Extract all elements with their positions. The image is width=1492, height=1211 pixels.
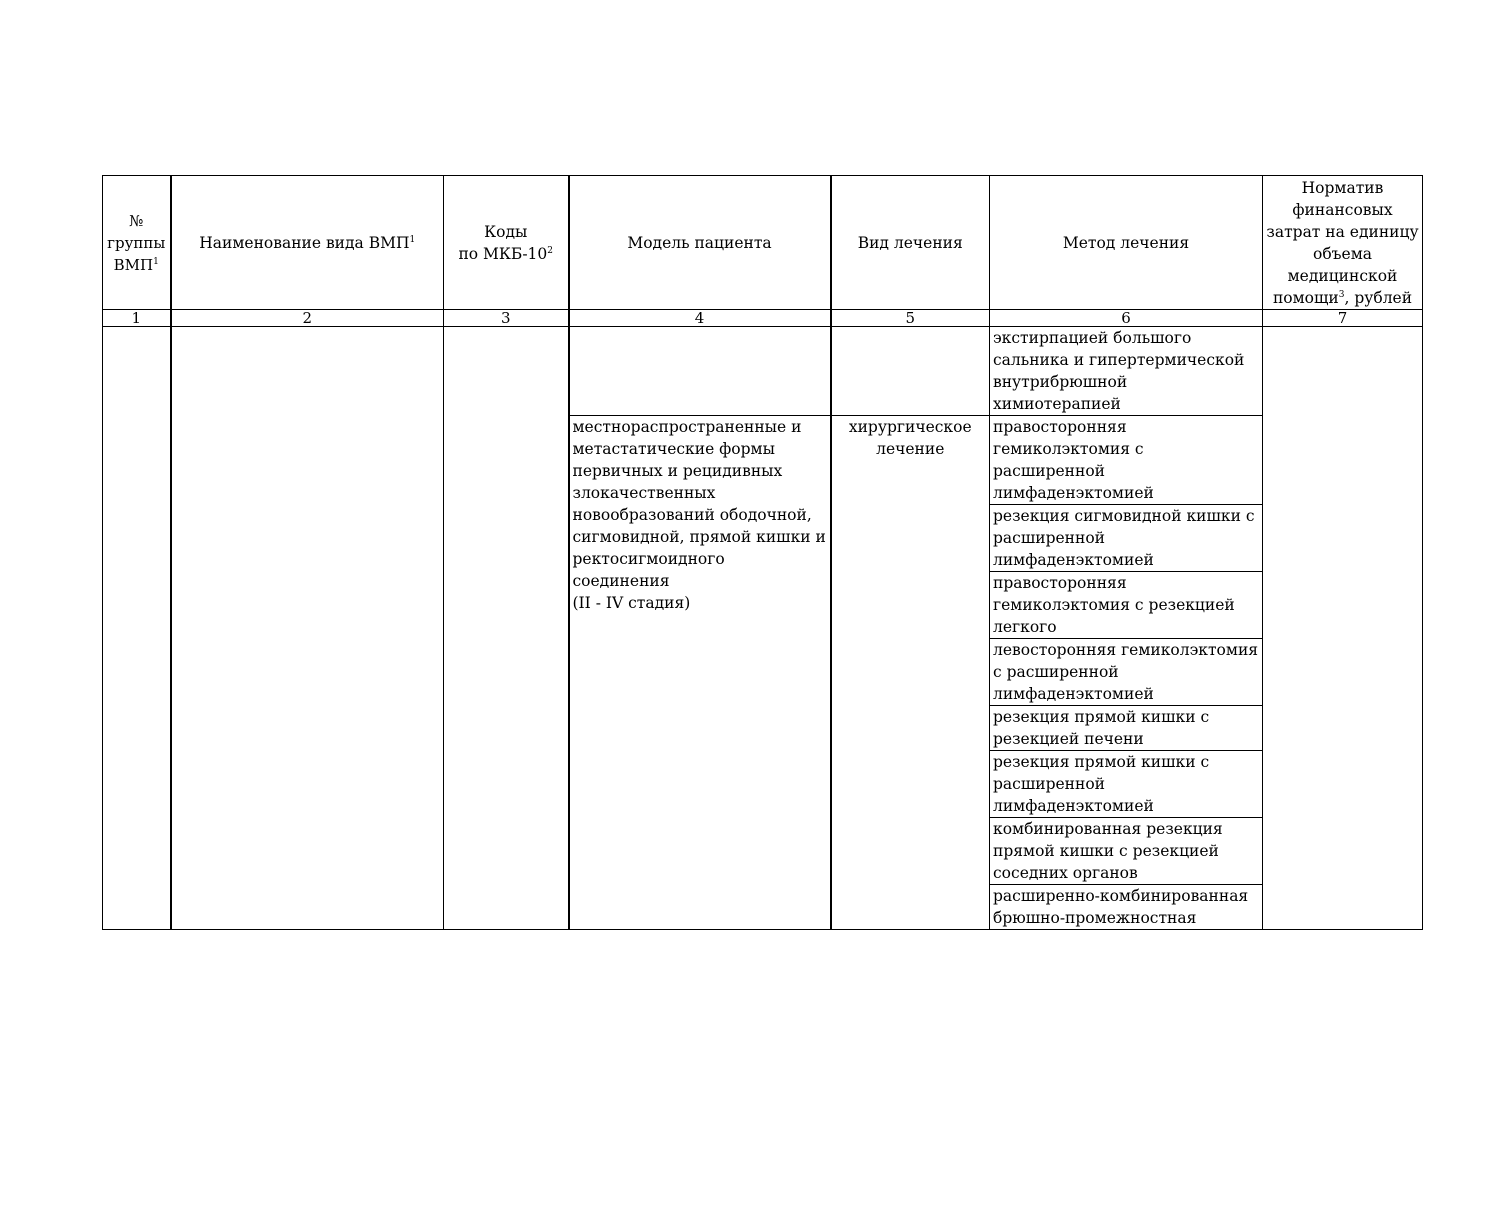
treatment-type-cell-prev [831,327,990,416]
patient-model-cell: местнораспространенные и метастатические формы первичных и рецидивных злокачественных новообразований ободочной, сигмовидной, прямой кишки и ректосигмоидного соединения (II - IV стадия) [569,416,831,930]
column-number: 3 [444,310,569,327]
medical-care-table [102,175,1423,930]
column-number-row [103,310,1423,327]
header-treatment-type: Вид лечения [831,176,990,310]
column-number: 5 [831,310,990,327]
method-cell: правосторонняя гемиколэктомия с расширенной лимфаденэктомией [990,416,1263,505]
header-group-number: № группы ВМП$^1$ [103,176,171,310]
header-row [103,176,1423,310]
header-vmp-name: Наименование вида ВМП$^1$ [171,176,444,310]
treatment-type-cell: хирургическое лечение [831,416,990,930]
method-cell: комбинированная резекция прямой кишки с резекцией соседних органов [990,818,1263,885]
column-number: 1 [103,310,171,327]
table-row [103,327,1423,416]
method-cell: резекция сигмовидной кишки с расширенной лимфаденэктомией [990,505,1263,572]
method-cell: левосторонняя гемиколэктомия с расширенной лимфаденэктомией [990,639,1263,706]
icd-codes-cell [444,327,569,930]
header-icd-codes: Коды по МКБ-$10^2$ [444,176,569,310]
column-number: 7 [1263,310,1423,327]
group-number-cell [103,327,171,930]
method-cell: резекция прямой кишки с резекцией печени [990,706,1263,751]
header-patient-model: Модель пациента [569,176,831,310]
patient-model-cell-prev [569,327,831,416]
column-number: 6 [990,310,1263,327]
header-treatment-method: Метод лечения [990,176,1263,310]
method-cell-continued: экстирпацией большого сальника и гипертермической внутрибрюшной химиотерапией [990,327,1263,416]
method-cell: расширенно-комбинированная брюшно-промежностная [990,885,1263,930]
method-cell: правосторонняя гемиколэктомия с резекцией легкого [990,572,1263,639]
vmp-name-cell [171,327,444,930]
header-cost-standard: Норматив финансовых затрат на единицу объема медицинской помощи$^3$, рублей [1263,176,1423,310]
method-cell: резекция прямой кишки с расширенной лимфаденэктомией [990,751,1263,818]
column-number: 2 [171,310,444,327]
cost-cell [1263,327,1423,930]
column-number: 4 [569,310,831,327]
